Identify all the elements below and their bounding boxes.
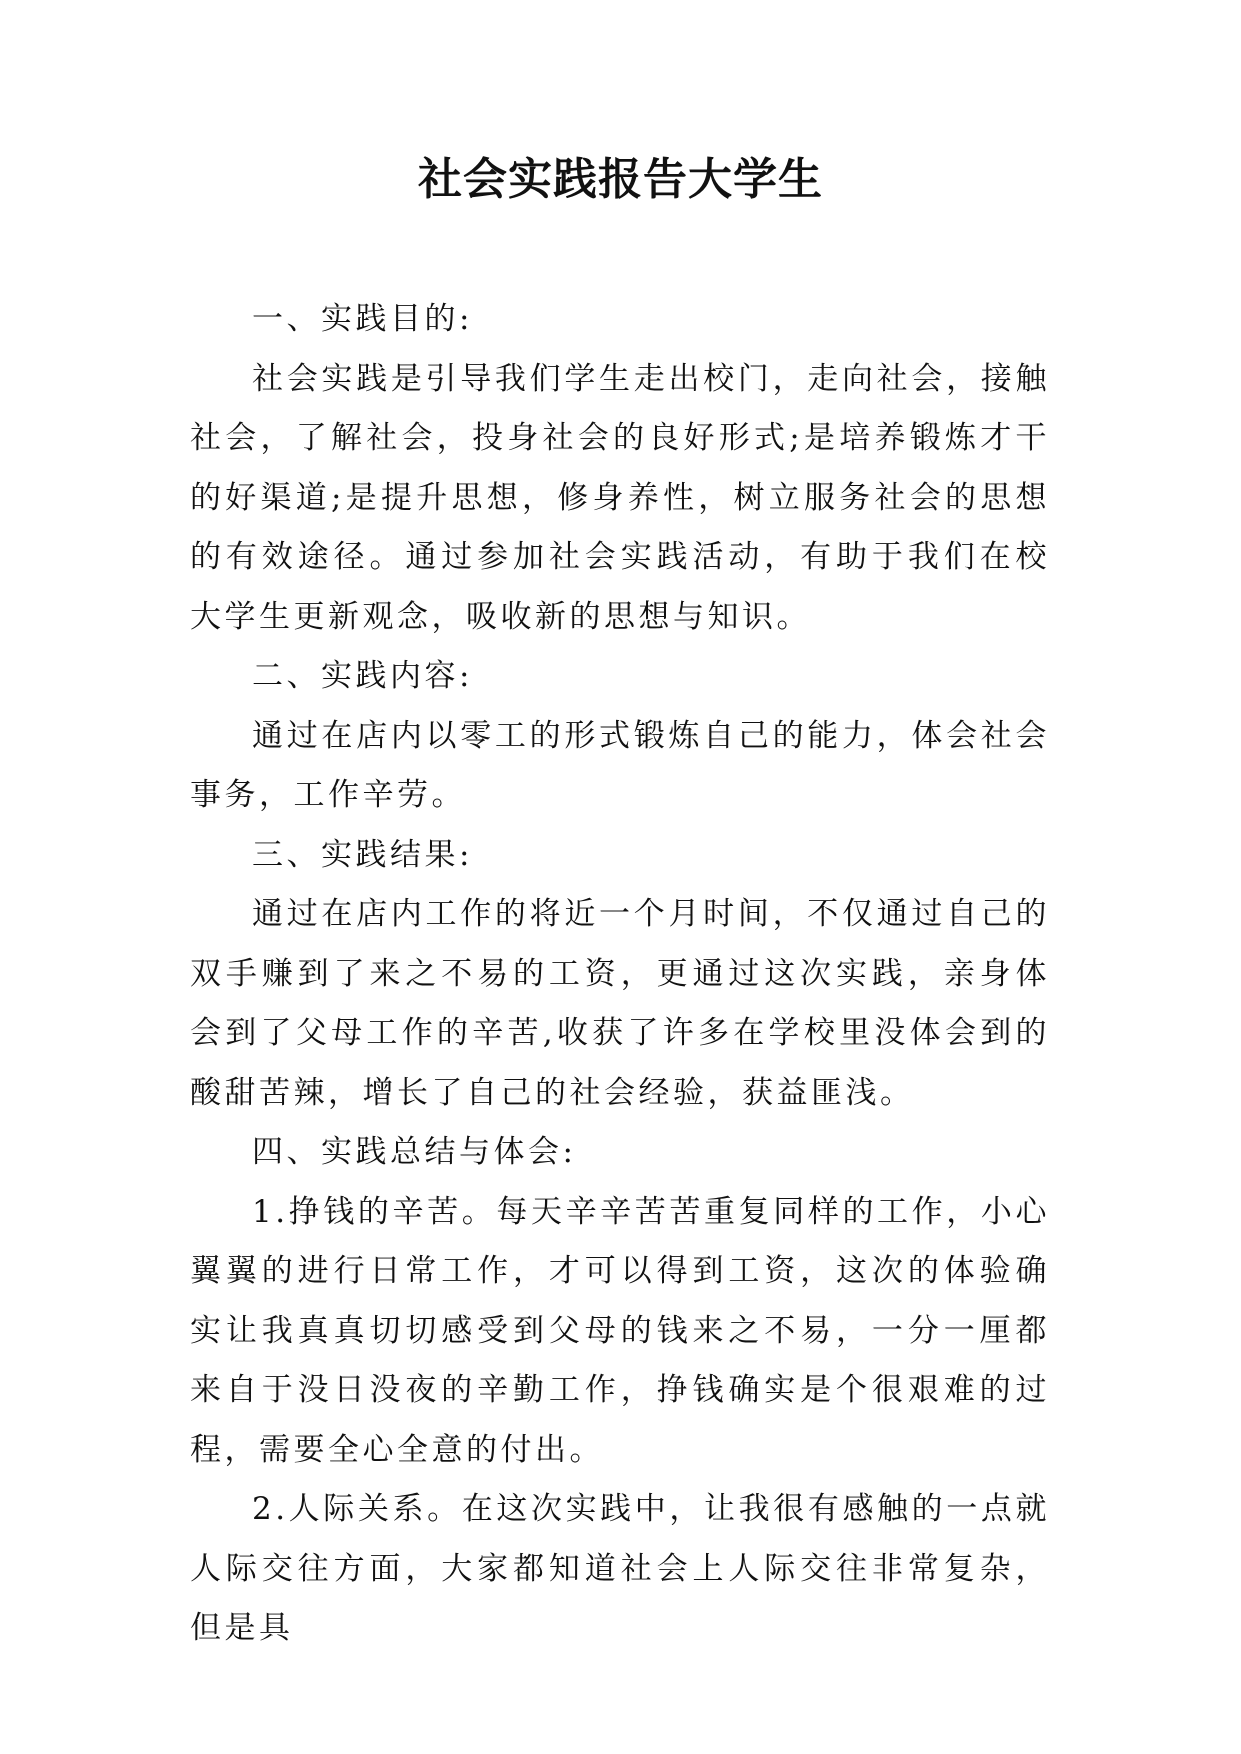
document-body xyxy=(190,290,1050,1659)
section-heading-content: 二、实践内容: xyxy=(252,658,473,694)
section-heading-results: 三、实践结果: xyxy=(252,836,473,873)
paragraph-content: 通过在店内以零工的形式锻炼自己的能力，体会社会事务，工作辛劳。 xyxy=(190,717,1050,813)
paragraph-results: 通过在店内工作的将近一个月时间，不仅通过自己的双手赚到了来之不易的工资，更通过这次实践，亲身体会到了父母工作的辛苦,收获了许多在学校里没体会到的酸甜苦辣，增长了自己的社会经验，获益匪浅。 xyxy=(190,896,1050,1111)
document-title: 社会实践报告大学生 xyxy=(418,154,823,205)
paragraph-summary-1: 1.挣钱的辛苦。每天辛辛苦苦重复同样的工作，小心翼翼的进行日常工作，才可以得到工资，这次的体验确实让我真真切切感受到父母的钱来之不易，一分一厘都来自于没日没夜的辛勤工作，挣钱确实是个很艰难的过程，需要全心全意的付出。 xyxy=(190,1193,1050,1468)
section-heading-summary: 四、实践总结与体会: xyxy=(252,1134,577,1170)
section-heading-purpose: 一、实践目的: xyxy=(252,301,473,337)
paragraph-summary-2: 2.人际关系。在这次实践中，让我很有感触的一点就人际交往方面，大家都知道社会上人际交往非常复杂，但是具 xyxy=(190,1491,1050,1646)
paragraph-purpose: 社会实践是引导我们学生走出校门，走向社会，接触社会，了解社会，投身社会的良好形式;是培养锻炼才干的好渠道;是提升思想，修身养性，树立服务社会的思想的有效途径。通过参加社会实践活动，有助于我们在校大学生更新观念，吸收新的思想与知识。 xyxy=(190,360,1050,635)
